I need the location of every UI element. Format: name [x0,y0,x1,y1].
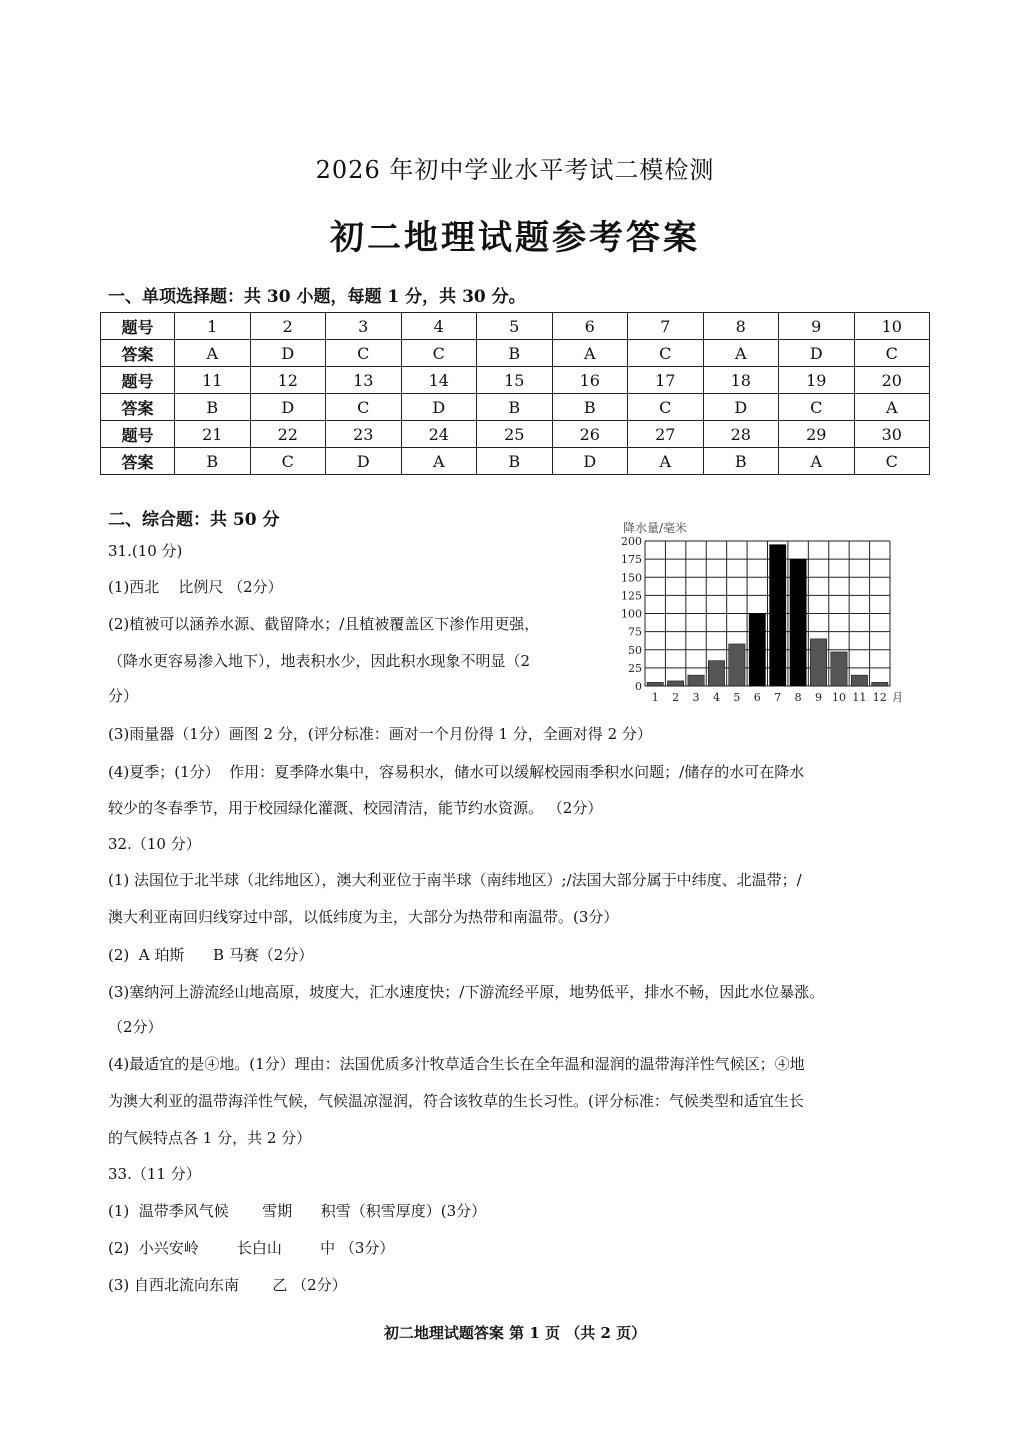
row-header: 题号 [101,313,175,340]
table-number-row [101,313,930,340]
question-number-cell: 22 [250,421,326,448]
answer-cell: D [326,448,402,475]
answer-cell: B [477,448,553,475]
question-number-cell: 25 [477,421,553,448]
table-number-row [101,421,930,448]
question-number-cell: 16 [552,367,628,394]
answer-cell: A [401,448,477,475]
row-header: 题号 [101,367,175,394]
answer-cell: D [552,448,628,475]
row-header: 答案 [101,448,175,475]
x-axis-unit: 月 [892,691,903,704]
answer-cell: C [854,448,930,475]
answer-line: 31.(10 分) [108,542,183,560]
question-number-cell: 29 [779,421,855,448]
question-number-cell: 11 [175,367,251,394]
x-tick-label: 12 [872,691,887,704]
x-tick-label: 8 [794,691,802,704]
question-number-cell: 15 [477,367,553,394]
precipitation-bar [770,545,786,686]
answer-cell: A [628,448,704,475]
x-tick-label: 3 [692,691,700,704]
y-tick-label: 50 [628,643,642,657]
y-tick-label: 200 [621,535,642,548]
precipitation-bar [790,559,806,686]
answer-cell: A [779,448,855,475]
question-number-cell: 14 [401,367,477,394]
answer-cell: D [250,340,326,367]
question-number-cell: 19 [779,367,855,394]
answer-line: 分） [108,687,139,705]
precipitation-bar [851,675,867,686]
question-number-cell: 30 [854,421,930,448]
y-tick-label: 150 [621,571,642,585]
answer-line: 33.（11 分） [108,1165,201,1183]
answer-cell: B [703,448,779,475]
answer-cell: D [779,340,855,367]
question-number-cell: 5 [477,313,553,340]
answer-line: 的气候特点各 1 分，共 2 分） [108,1129,312,1147]
answer-cell: B [477,394,553,421]
y-tick-label: 175 [621,553,642,567]
answer-cell: B [477,340,553,367]
row-header: 题号 [101,421,175,448]
x-tick-label: 11 [852,691,867,704]
question-number-cell: 23 [326,421,402,448]
answer-cell: C [326,394,402,421]
question-number-cell: 27 [628,421,704,448]
answer-cell: B [175,448,251,475]
answer-line: (1) 法国位于北半球（北纬地区），澳大利亚位于南半球（南纬地区）;/法国大部分属于中纬度、北温带；/ [108,871,802,889]
precipitation-bar [729,644,745,686]
table-number-row [101,367,930,394]
question-number-cell: 13 [326,367,402,394]
question-number-cell: 7 [628,313,704,340]
answer-cell: A [854,394,930,421]
precipitation-bar [708,661,724,686]
question-number-cell: 17 [628,367,704,394]
page-title: 初二地理试题参考答案 [330,218,700,258]
precipitation-bar [667,681,683,686]
x-tick-label: 4 [712,691,720,704]
exam-subtitle: 2026 年初中学业水平考试二模检测 [315,156,715,184]
answer-line: (3)塞纳河上游流经山地高原，坡度大，汇水速度快；/下游流经平原，地势低平，排水不畅，因此水位暴涨。 [108,983,825,1001]
answer-cell: C [628,340,704,367]
table-answer-row [101,340,930,367]
y-tick-label: 75 [628,625,642,639]
answer-cell: C [250,448,326,475]
question-number-cell: 4 [401,313,477,340]
x-tick-label: 9 [815,691,823,704]
answer-line: （2分） [108,1018,163,1036]
answer-line: (1)西北 比例尺 （2分） [108,578,283,596]
row-header: 答案 [101,394,175,421]
y-axis-label: 降水量/毫米 [623,521,688,535]
row-header: 答案 [101,340,175,367]
section-2-heading: 二、综合题：共 50 分 [108,510,280,530]
question-number-cell: 20 [854,367,930,394]
answer-line: 澳大利亚南回归线穿过中部，以低纬度为主，大部分为热带和南温带。(3分） [108,908,619,926]
precipitation-bar [647,682,663,686]
answer-line: (4)夏季；(1分） 作用：夏季降水集中，容易积水，储水可以缓解校园雨季积水问题；/储存的水可在降水 [108,763,805,781]
answer-line: (3)雨量器（1分）画图 2 分，(评分标准：画对一个月份得 1 分，全画对得 2 分） [108,725,652,743]
question-number-cell: 21 [175,421,251,448]
x-tick-label: 1 [651,691,659,704]
answer-cell: D [703,394,779,421]
answer-cell: C [779,394,855,421]
answer-cell: A [703,340,779,367]
answer-line: (3) 自西北流向东南 乙 （2分） [108,1276,347,1294]
y-tick-label: 25 [628,661,642,675]
answer-cell: C [628,394,704,421]
y-tick-label: 125 [621,589,642,603]
question-number-cell: 28 [703,421,779,448]
answer-cell: B [175,394,251,421]
answer-cell: A [552,340,628,367]
question-number-cell: 3 [326,313,402,340]
table-answer-row [101,448,930,475]
precipitation-bar [872,682,888,686]
question-number-cell: 8 [703,313,779,340]
question-number-cell: 26 [552,421,628,448]
answer-line: （降水更容易渗入地下），地表积水少，因此积水现象不明显（2 [108,652,531,670]
answer-line: (2) 小兴安岭 长白山 中 （3分） [108,1239,395,1257]
answer-line: (1) 温带季风气候 雪期 积雪（积雪厚度）(3分） [108,1202,487,1220]
answer-cell: B [552,394,628,421]
x-tick-label: 7 [774,691,782,704]
answer-line: 为澳大利亚的温带海洋性气候，气候温凉湿润，符合该牧草的生长习性。(评分标准：气候类型和适宜生长 [108,1092,804,1110]
page-footer: 初二地理试题答案 第 1 页 （共 2 页） [383,1324,647,1342]
answer-cell: D [250,394,326,421]
precipitation-bar [749,614,765,687]
answer-table [100,312,930,475]
question-number-cell: 9 [779,313,855,340]
x-tick-label: 2 [672,691,680,704]
answer-line: (2)植被可以涵养水源、截留降水；/且植被覆盖区下渗作用更强， [108,615,540,633]
y-tick-label: 0 [635,680,642,693]
precipitation-bar [688,675,704,686]
x-tick-label: 6 [753,691,761,704]
x-tick-label: 10 [831,691,846,704]
answer-line: (4)最适宜的是④地。(1分）理由：法国优质多汁牧草适合生长在全年温和湿润的温带海洋性气候区；④地 [108,1055,805,1073]
answer-line: 较少的冬春季节，用于校园绿化灌溉、校园清洁，能节约水资源。 （2分） [108,799,603,817]
answer-cell: C [854,340,930,367]
x-tick-label: 5 [733,691,741,704]
question-number-cell: 18 [703,367,779,394]
answer-cell: A [175,340,251,367]
answer-cell: C [401,340,477,367]
y-tick-label: 100 [621,607,642,621]
question-number-cell: 24 [401,421,477,448]
section-1-heading: 一、单项选择题：共 30 小题，每题 1 分，共 30 分。 [108,287,526,307]
precipitation-chart [615,518,915,710]
precipitation-bar [810,639,826,686]
question-number-cell: 12 [250,367,326,394]
answer-cell: C [326,340,402,367]
question-number-cell: 2 [250,313,326,340]
question-number-cell: 1 [175,313,251,340]
precipitation-bar [831,652,847,686]
table-answer-row [101,394,930,421]
question-number-cell: 6 [552,313,628,340]
question-number-cell: 10 [854,313,930,340]
answer-line: 32.（10 分） [108,835,201,853]
answer-line: (2) A 珀斯 B 马赛（2分） [108,946,314,964]
answer-cell: D [401,394,477,421]
